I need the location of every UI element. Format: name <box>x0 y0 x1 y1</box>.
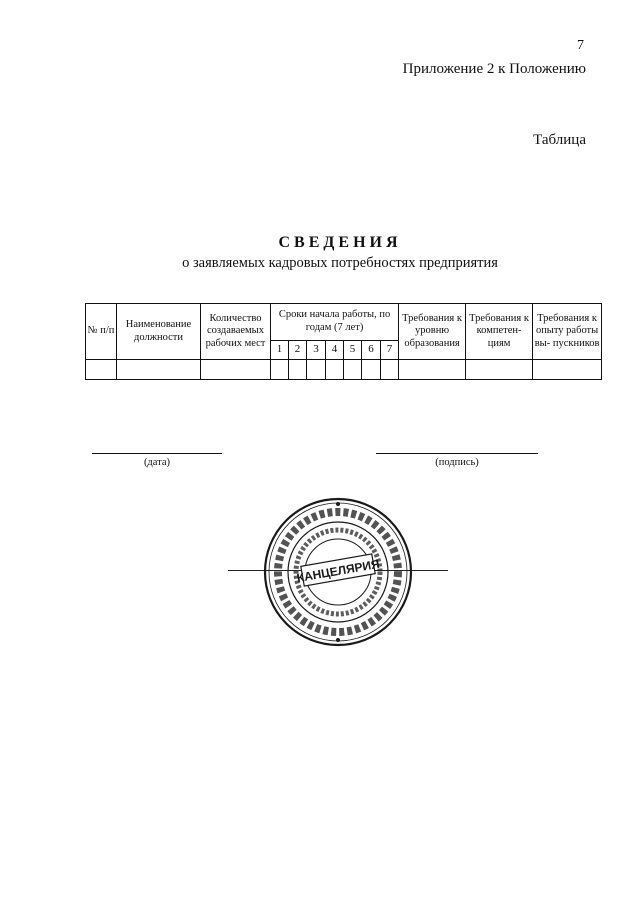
year-cell: 3 <box>307 341 326 360</box>
cell-year <box>344 360 362 380</box>
year-cell: 5 <box>344 341 362 360</box>
stamp-seal-icon <box>262 496 414 648</box>
page-number: 7 <box>577 38 584 53</box>
appendix-reference: Приложение 2 к Положению <box>402 61 586 77</box>
cell-year <box>362 360 381 380</box>
cell-education <box>399 360 466 380</box>
year-cell: 6 <box>362 341 381 360</box>
cell-position <box>117 360 201 380</box>
table-header-row <box>86 304 602 341</box>
header-education: Требования к уровню образования <box>399 304 466 360</box>
date-label: (дата) <box>143 457 171 468</box>
date-line <box>92 453 222 454</box>
cell-competence <box>466 360 533 380</box>
header-experience: Требования к опыту работы вы- пускников <box>533 304 602 360</box>
cell-year <box>381 360 399 380</box>
requirements-table <box>85 303 602 380</box>
year-cell: 7 <box>381 341 399 360</box>
cell-year <box>271 360 289 380</box>
cell-year <box>307 360 326 380</box>
signature-line <box>376 453 538 454</box>
signature-label: (подпись) <box>435 457 479 468</box>
cell-num <box>86 360 117 380</box>
header-terms: Сроки начала работы, по годам (7 лет) <box>271 304 399 341</box>
stamp-center-text: КАНЦЕЛЯРИЯ <box>295 556 381 586</box>
official-stamp <box>262 496 414 648</box>
year-cell: 4 <box>326 341 344 360</box>
cell-year <box>289 360 307 380</box>
cell-year <box>326 360 344 380</box>
cell-count <box>201 360 271 380</box>
document-subtitle: о заявляемых кадровых потребностях предприятия <box>182 255 498 271</box>
header-competence: Требования к компетен- циям <box>466 304 533 360</box>
header-position: Наименование должности <box>117 304 201 360</box>
table-label: Таблица <box>533 132 586 148</box>
year-cell: 2 <box>289 341 307 360</box>
year-cell: 1 <box>271 341 289 360</box>
document-title: СВЕДЕНИЯ <box>278 234 402 251</box>
table-row <box>86 360 602 380</box>
header-num: № п/п <box>86 304 117 360</box>
header-count: Количество создаваемых рабочих мест <box>201 304 271 360</box>
cell-experience <box>533 360 602 380</box>
